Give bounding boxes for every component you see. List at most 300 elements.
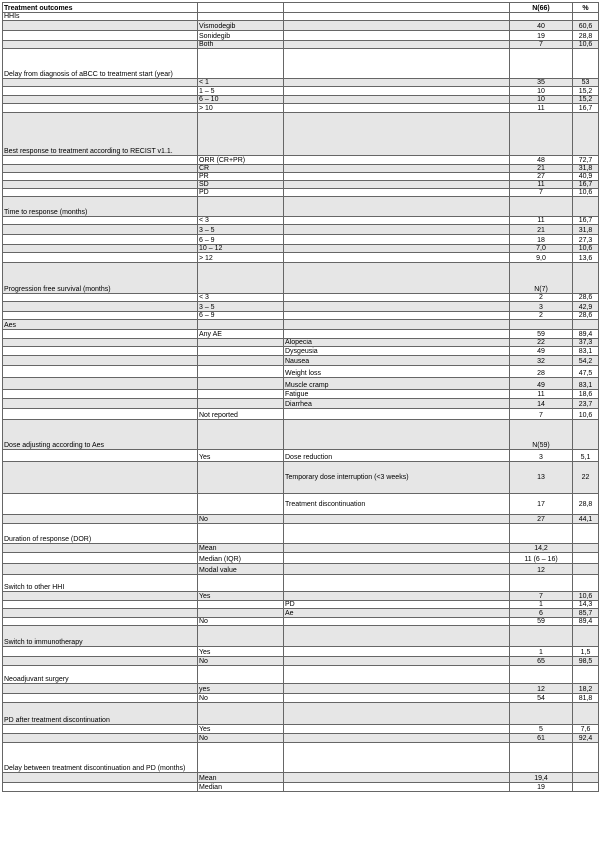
row-category (3, 225, 198, 235)
row-detail (284, 524, 510, 544)
table-row (3, 245, 599, 253)
table-row (3, 225, 599, 235)
table-row (3, 703, 599, 725)
row-detail (284, 657, 510, 666)
table-row (3, 725, 599, 734)
row-detail: Ae (284, 609, 510, 618)
header-empty-2 (284, 3, 510, 13)
row-n: 13 (510, 462, 573, 494)
row-percent: 16,7 (573, 104, 599, 113)
row-percent: 37,3 (573, 339, 599, 347)
table-row (3, 347, 599, 356)
row-detail (284, 703, 510, 725)
row-detail (284, 553, 510, 564)
row-percent: 28,6 (573, 294, 599, 302)
row-category (3, 21, 198, 31)
table-row (3, 189, 599, 197)
row-subcategory (198, 626, 284, 647)
row-category (3, 165, 198, 173)
table-row (3, 390, 599, 399)
table-row (3, 743, 599, 773)
row-subcategory (198, 703, 284, 725)
row-detail (284, 544, 510, 553)
row-n (510, 743, 573, 773)
row-n: 14,2 (510, 544, 573, 553)
row-subcategory: Median (198, 783, 284, 792)
row-detail (284, 666, 510, 684)
table-row (3, 626, 599, 647)
row-n: 49 (510, 347, 573, 356)
row-percent (573, 575, 599, 592)
row-subcategory: Mean (198, 544, 284, 553)
row-subcategory: Vismodegib (198, 21, 284, 31)
table-row (3, 575, 599, 592)
row-n: 54 (510, 694, 573, 703)
row-n: 9,0 (510, 253, 573, 263)
row-subcategory (198, 366, 284, 378)
row-percent: 54,2 (573, 356, 599, 366)
row-subcategory: 3 – 5 (198, 302, 284, 312)
row-percent (573, 320, 599, 330)
table-row (3, 684, 599, 694)
row-detail (284, 330, 510, 339)
row-category (3, 312, 198, 320)
row-subcategory (198, 743, 284, 773)
header-n: N(66) (510, 3, 573, 13)
row-n: 7 (510, 409, 573, 420)
row-subcategory (198, 263, 284, 294)
row-detail (284, 263, 510, 294)
table-row (3, 450, 599, 462)
row-category: Neoadjuvant surgery (3, 666, 198, 684)
row-detail (284, 647, 510, 657)
row-subcategory (198, 49, 284, 79)
row-subcategory: 1 – 5 (198, 87, 284, 96)
row-detail (284, 626, 510, 647)
row-detail (284, 217, 510, 225)
row-detail (284, 113, 510, 156)
row-percent: 16,7 (573, 181, 599, 189)
row-percent: 28,8 (573, 31, 599, 41)
row-subcategory (198, 356, 284, 366)
row-category (3, 462, 198, 494)
row-detail (284, 734, 510, 743)
row-percent: 89,4 (573, 330, 599, 339)
row-n: 12 (510, 564, 573, 575)
row-detail (284, 165, 510, 173)
row-category: Progression free survival (months) (3, 263, 198, 294)
row-subcategory (198, 609, 284, 618)
row-detail: PD (284, 601, 510, 609)
row-subcategory (198, 347, 284, 356)
table-row (3, 524, 599, 544)
row-percent: 60,6 (573, 21, 599, 31)
row-n: 27 (510, 173, 573, 181)
row-percent: 85,7 (573, 609, 599, 618)
row-detail (284, 743, 510, 773)
table-header-row (3, 3, 599, 13)
row-category (3, 347, 198, 356)
row-subcategory (198, 462, 284, 494)
header-empty-1 (198, 3, 284, 13)
row-category (3, 592, 198, 601)
row-n: 10 (510, 87, 573, 96)
table-row (3, 87, 599, 96)
row-subcategory (198, 378, 284, 390)
row-detail (284, 181, 510, 189)
row-subcategory: Yes (198, 592, 284, 601)
table-row (3, 366, 599, 378)
row-n (510, 13, 573, 21)
row-subcategory (198, 399, 284, 409)
row-n (510, 113, 573, 156)
row-n: 11 (510, 181, 573, 189)
row-category: Time to response (months) (3, 197, 198, 217)
row-category (3, 450, 198, 462)
row-percent: 10,6 (573, 409, 599, 420)
row-subcategory: > 10 (198, 104, 284, 113)
row-detail: Diarrhea (284, 399, 510, 409)
table-row (3, 657, 599, 666)
row-subcategory (198, 420, 284, 450)
row-subcategory: PR (198, 173, 284, 181)
table-body (3, 3, 599, 792)
row-detail (284, 41, 510, 49)
row-percent: 10,6 (573, 189, 599, 197)
row-percent: 83,1 (573, 347, 599, 356)
row-detail (284, 783, 510, 792)
row-category (3, 618, 198, 626)
row-detail (284, 618, 510, 626)
row-subcategory: 6 – 9 (198, 312, 284, 320)
row-subcategory: No (198, 515, 284, 524)
row-category (3, 173, 198, 181)
row-category (3, 647, 198, 657)
row-category (3, 104, 198, 113)
row-n: N(59) (510, 420, 573, 450)
row-subcategory: Any AE (198, 330, 284, 339)
row-subcategory (198, 197, 284, 217)
row-percent: 40,9 (573, 173, 599, 181)
row-subcategory: Not reported (198, 409, 284, 420)
row-percent (573, 783, 599, 792)
table-row (3, 339, 599, 347)
row-detail (284, 87, 510, 96)
row-category (3, 356, 198, 366)
header-percent: % (573, 3, 599, 13)
row-subcategory: 10 – 12 (198, 245, 284, 253)
table-row (3, 666, 599, 684)
row-category (3, 87, 198, 96)
row-n: 7 (510, 41, 573, 49)
row-subcategory: Both (198, 41, 284, 49)
row-category: Switch to other HHI (3, 575, 198, 592)
row-percent: 27,3 (573, 235, 599, 245)
row-percent: 28,8 (573, 494, 599, 515)
row-subcategory: Mean (198, 773, 284, 783)
row-percent: 10,6 (573, 41, 599, 49)
row-n (510, 575, 573, 592)
table-row (3, 41, 599, 49)
row-detail: Treatment discontinuation (284, 494, 510, 515)
row-percent: 15,2 (573, 96, 599, 104)
table-row (3, 181, 599, 189)
row-category: PD after treatment discontinuation (3, 703, 198, 725)
row-n: 28 (510, 366, 573, 378)
row-category (3, 725, 198, 734)
row-percent: 1,5 (573, 647, 599, 657)
row-subcategory: ORR (CR+PR) (198, 156, 284, 165)
row-category (3, 156, 198, 165)
row-category (3, 399, 198, 409)
row-percent (573, 263, 599, 294)
row-subcategory: < 3 (198, 294, 284, 302)
row-n: 17 (510, 494, 573, 515)
row-n: 65 (510, 657, 573, 666)
row-percent (573, 544, 599, 553)
row-category (3, 601, 198, 609)
row-percent: 81,8 (573, 694, 599, 703)
row-category (3, 79, 198, 87)
row-detail (284, 420, 510, 450)
row-n: 14 (510, 399, 573, 409)
table-row (3, 544, 599, 553)
row-subcategory (198, 494, 284, 515)
table-row (3, 165, 599, 173)
row-n: 12 (510, 684, 573, 694)
table-row (3, 173, 599, 181)
row-subcategory (198, 575, 284, 592)
row-n: 10 (510, 96, 573, 104)
table-row (3, 601, 599, 609)
row-detail (284, 773, 510, 783)
row-category (3, 41, 198, 49)
row-percent (573, 49, 599, 79)
row-percent: 22 (573, 462, 599, 494)
row-category (3, 553, 198, 564)
row-category (3, 245, 198, 253)
row-category: Aes (3, 320, 198, 330)
row-n (510, 49, 573, 79)
row-category (3, 302, 198, 312)
row-category (3, 409, 198, 420)
row-category (3, 217, 198, 225)
row-category (3, 734, 198, 743)
row-n: N(7) (510, 263, 573, 294)
table-row (3, 49, 599, 79)
table-row (3, 694, 599, 703)
row-category: Dose adjusting according to Aes (3, 420, 198, 450)
row-detail (284, 104, 510, 113)
table-row (3, 409, 599, 420)
row-category (3, 235, 198, 245)
row-category (3, 657, 198, 666)
row-n: 6 (510, 609, 573, 618)
row-n (510, 626, 573, 647)
row-n: 32 (510, 356, 573, 366)
row-detail (284, 684, 510, 694)
table-row (3, 515, 599, 524)
row-category (3, 253, 198, 263)
row-subcategory (198, 320, 284, 330)
row-detail (284, 564, 510, 575)
row-detail (284, 49, 510, 79)
row-subcategory: 3 – 5 (198, 225, 284, 235)
table-row (3, 113, 599, 156)
row-category: Best response to treatment according to RECIST v1.1. (3, 113, 198, 156)
table-row (3, 783, 599, 792)
row-n: 3 (510, 302, 573, 312)
row-subcategory: No (198, 657, 284, 666)
row-percent (573, 773, 599, 783)
table-row (3, 564, 599, 575)
row-percent: 72,7 (573, 156, 599, 165)
table-row (3, 104, 599, 113)
row-detail (284, 173, 510, 181)
row-detail: Muscle cramp (284, 378, 510, 390)
table-row (3, 13, 599, 21)
row-percent: 89,4 (573, 618, 599, 626)
header-treatment-outcomes: Treatment outcomes (3, 3, 198, 13)
row-n: 1 (510, 601, 573, 609)
row-percent: 28,6 (573, 312, 599, 320)
table-row (3, 553, 599, 564)
row-detail (284, 21, 510, 31)
row-detail (284, 197, 510, 217)
row-percent (573, 13, 599, 21)
row-subcategory: Yes (198, 647, 284, 657)
row-n (510, 197, 573, 217)
row-category (3, 609, 198, 618)
table-row (3, 312, 599, 320)
row-category (3, 378, 198, 390)
row-percent: 7,6 (573, 725, 599, 734)
row-n: 5 (510, 725, 573, 734)
row-percent (573, 113, 599, 156)
row-n: 48 (510, 156, 573, 165)
row-detail (284, 235, 510, 245)
row-percent: 44,1 (573, 515, 599, 524)
row-detail (284, 13, 510, 21)
table-row (3, 302, 599, 312)
table-row (3, 217, 599, 225)
row-category (3, 181, 198, 189)
table-row (3, 156, 599, 165)
table-row (3, 773, 599, 783)
row-n: 22 (510, 339, 573, 347)
row-n (510, 524, 573, 544)
row-category (3, 96, 198, 104)
row-detail: Alopecia (284, 339, 510, 347)
row-detail: Weight loss (284, 366, 510, 378)
row-subcategory (198, 339, 284, 347)
row-n: 49 (510, 378, 573, 390)
row-subcategory: SD (198, 181, 284, 189)
row-category: Delay between treatment discontinuation and PD (months) (3, 743, 198, 773)
row-detail (284, 320, 510, 330)
row-detail (284, 515, 510, 524)
row-detail: Nausea (284, 356, 510, 366)
row-percent: 15,2 (573, 87, 599, 96)
row-percent: 14,3 (573, 601, 599, 609)
row-category (3, 366, 198, 378)
row-n: 3 (510, 450, 573, 462)
table-row (3, 96, 599, 104)
row-percent (573, 743, 599, 773)
row-subcategory: yes (198, 684, 284, 694)
row-percent: 47,5 (573, 366, 599, 378)
row-percent (573, 420, 599, 450)
row-category (3, 494, 198, 515)
table-row (3, 21, 599, 31)
row-percent: 42,9 (573, 302, 599, 312)
row-category: Switch to immunotherapy (3, 626, 198, 647)
row-subcategory: No (198, 694, 284, 703)
row-detail (284, 225, 510, 235)
row-category (3, 330, 198, 339)
row-subcategory: Sonidegib (198, 31, 284, 41)
row-detail: Dose reduction (284, 450, 510, 462)
row-category (3, 31, 198, 41)
row-detail (284, 312, 510, 320)
row-percent: 13,6 (573, 253, 599, 263)
table-row (3, 31, 599, 41)
row-n: 7 (510, 592, 573, 601)
row-detail: Temporary dose interruption (<3 weeks) (284, 462, 510, 494)
row-n: 21 (510, 225, 573, 235)
row-percent: 98,5 (573, 657, 599, 666)
row-category (3, 684, 198, 694)
row-n: 18 (510, 235, 573, 245)
table-row (3, 79, 599, 87)
row-subcategory: < 3 (198, 217, 284, 225)
row-subcategory: PD (198, 189, 284, 197)
row-subcategory: Modal value (198, 564, 284, 575)
row-subcategory (198, 524, 284, 544)
table-row (3, 197, 599, 217)
row-n: 19 (510, 783, 573, 792)
row-n: 2 (510, 312, 573, 320)
row-subcategory: < 1 (198, 79, 284, 87)
table-row (3, 263, 599, 294)
row-subcategory: 6 – 10 (198, 96, 284, 104)
row-category (3, 189, 198, 197)
row-n: 19,4 (510, 773, 573, 783)
row-subcategory: 6 – 9 (198, 235, 284, 245)
row-category (3, 390, 198, 399)
row-percent (573, 553, 599, 564)
row-percent (573, 524, 599, 544)
row-detail (284, 409, 510, 420)
row-percent (573, 703, 599, 725)
row-percent: 23,7 (573, 399, 599, 409)
row-subcategory: Median (IQR) (198, 553, 284, 564)
row-subcategory: CR (198, 165, 284, 173)
table-row (3, 420, 599, 450)
row-detail (284, 592, 510, 601)
row-n: 59 (510, 330, 573, 339)
row-category: Delay from diagnosis of aBCC to treatment start (year) (3, 49, 198, 79)
row-percent: 31,8 (573, 165, 599, 173)
table-row (3, 320, 599, 330)
table-row (3, 253, 599, 263)
row-percent: 18,6 (573, 390, 599, 399)
row-n: 21 (510, 165, 573, 173)
table-row (3, 330, 599, 339)
table-row (3, 647, 599, 657)
row-category (3, 339, 198, 347)
row-n: 59 (510, 618, 573, 626)
